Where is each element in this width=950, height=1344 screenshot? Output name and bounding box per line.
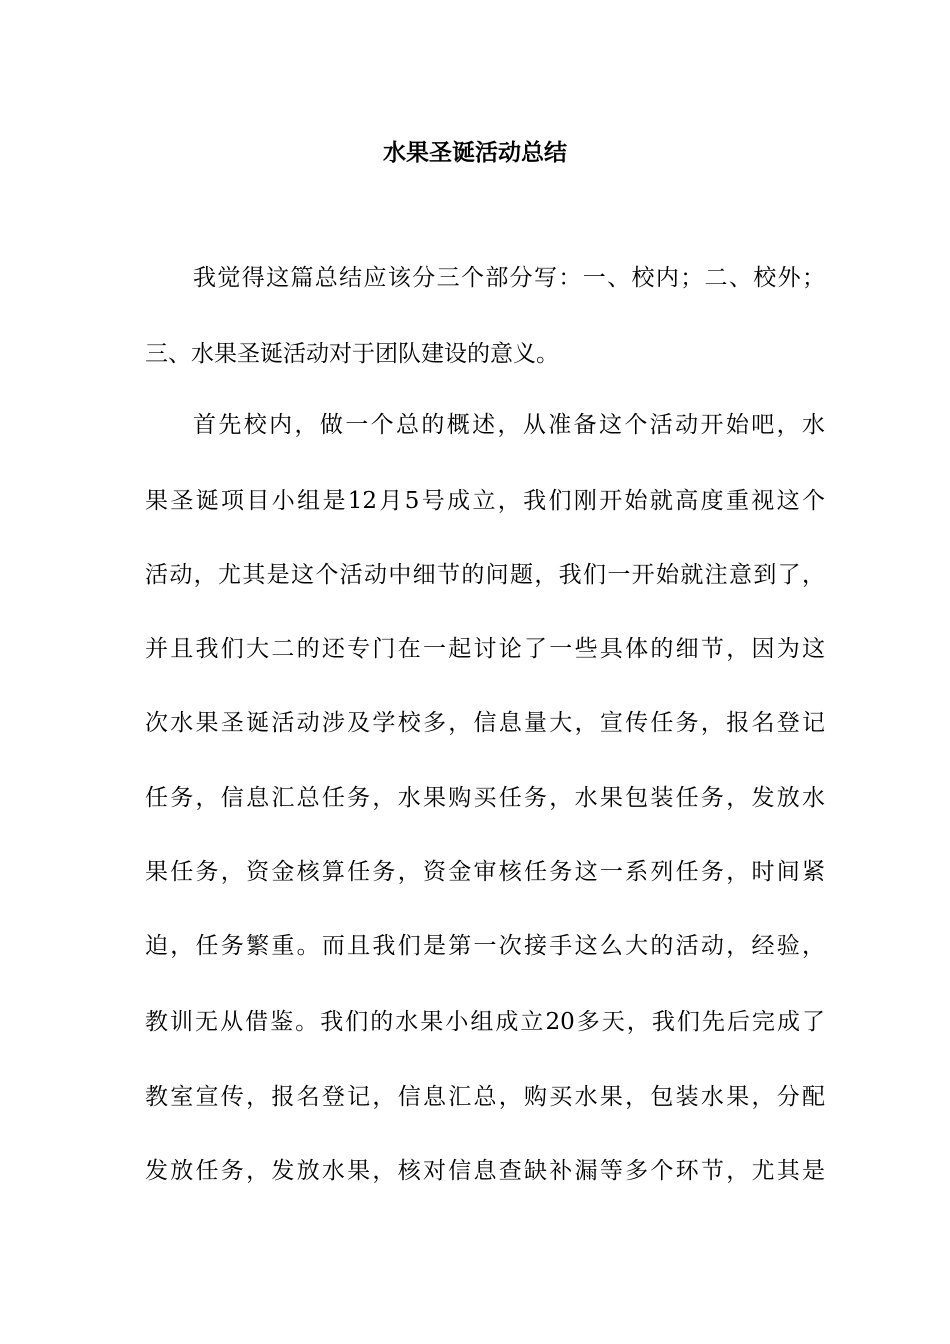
document-title: 水果圣诞活动总结 bbox=[383, 139, 567, 166]
paragraph-line: 我觉得这篇总结应该分三个部分写：一、校内；二、校外； bbox=[193, 265, 825, 291]
paragraph-line: 三、水果圣诞活动对于团队建设的意义。 bbox=[145, 341, 559, 367]
paragraph-line: 活动，尤其是这个活动中细节的问题，我们一开始就注意到了， bbox=[145, 562, 825, 588]
paragraph-line: 首先校内，做一个总的概述，从准备这个活动开始吧，水 bbox=[193, 412, 825, 438]
paragraph-line: 果圣诞项目小组是12月5号成立，我们刚开始就高度重视这个 bbox=[145, 488, 825, 514]
paragraph-line: 教训无从借鉴。我们的水果小组成立20多天，我们先后完成了 bbox=[145, 1009, 825, 1035]
paragraph-line: 发放任务，发放水果，核对信息查缺补漏等多个环节，尤其是 bbox=[145, 1158, 825, 1184]
paragraph-line: 果任务，资金核算任务，资金审核任务这一系列任务，时间紧 bbox=[145, 859, 825, 885]
paragraph-line: 次水果圣诞活动涉及学校多，信息量大，宣传任务，报名登记 bbox=[145, 710, 825, 736]
paragraph-line: 并且我们大二的还专门在一起讨论了一些具体的细节，因为这 bbox=[145, 636, 825, 662]
paragraph-line: 任务，信息汇总任务，水果购买任务，水果包装任务，发放水 bbox=[145, 785, 825, 811]
paragraph-line: 迫，任务繁重。而且我们是第一次接手这么大的活动，经验， bbox=[145, 933, 825, 959]
paragraph-line: 教室宣传，报名登记，信息汇总，购买水果，包装水果，分配 bbox=[145, 1084, 825, 1110]
